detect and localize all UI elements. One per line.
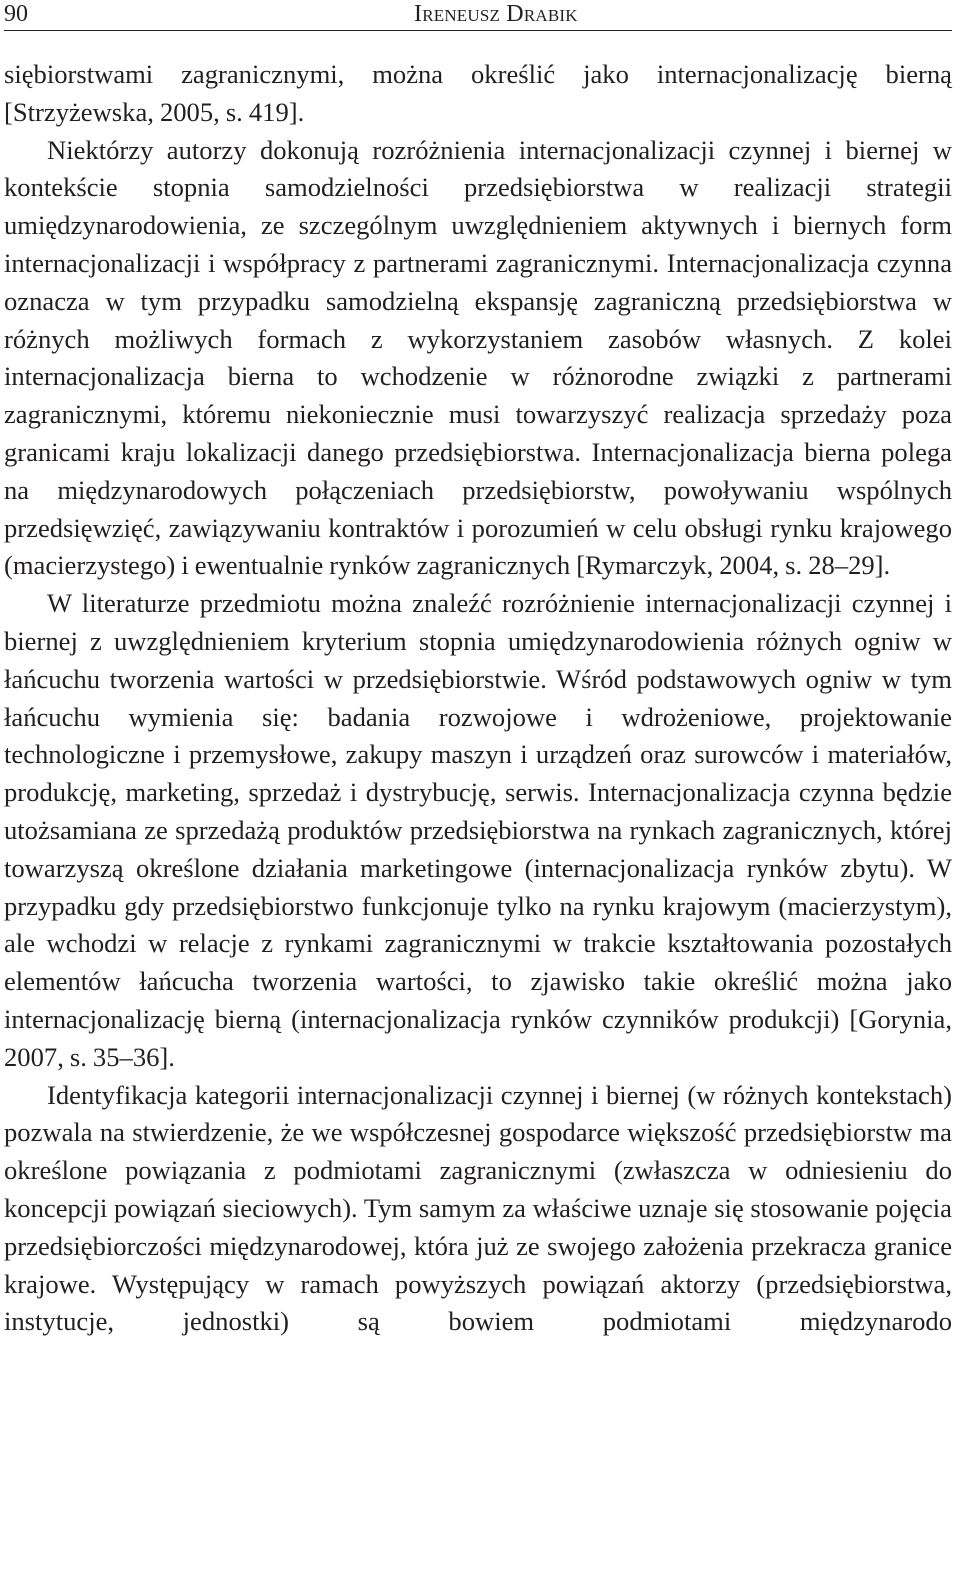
paragraph: Niektórzy autorzy dokonują rozróżnienia internacjonalizacji czynnej i biernej w kontekście stopnia samodzielności przedsiębiorstwa w realizacji strategii umiędzynarodowienia, ze szczególnym uwzględnieniem aktywnych i biernych form internacjonalizacji i współpracy z partnerami zagranicznymi. Internacjonalizacja czynna oznacza w tym przypadku samodzielną ekspansję zagraniczną przedsiębiorstwa w różnych możliwych formach z wykorzystaniem zasobów własnych. Z kolei internacjonalizacja bierna to wchodzenie w różnorodne związki z partnerami zagranicznymi, któremu niekoniecznie musi towarzyszyć realizacja sprzedaży poza granicami kraju lokalizacji danego przedsiębiorstwa. Internacjonalizacja bierna polega na międzynarodowych połączeniach przedsiębiorstw, powoływaniu wspólnych przedsięwzięć, zawiązywaniu kontraktów i porozumień w celu obsługi rynku krajowego (macierzystego) i ewentualnie rynków zagranicznych [Rymarczyk, 2004, s. 28–29]. [4,134,952,581]
body-text [4,56,952,1341]
page-number: 90 [4,1,28,27]
paragraph: Identyfikacja kategorii internacjonalizacji czynnej i biernej (w różnych kontekstach) pozwala na stwierdzenie, że we współczesnej gospodarce większość przedsiębiorstw ma określone powiązania z podmiotami zagranicznymi (zwłaszcza w odniesieniu do koncepcji powiązań sieciowych). Tym samym za właściwe uznaje się stosowanie pojęcia przedsiębiorczości międzynarodowej, która już ze swojego założenia przekracza granice krajowe. Występujący w ramach powyższych powiązań aktorzy (przedsiębiorstwa, instytucje, jednostki) są bowiem podmiotami międzynarodo [4,1079,952,1337]
paragraph-continued: siębiorstwami zagranicznymi, można określić jako internacjonalizację bierną [Strzyżewska, 2005, s. 419]. [4,59,952,127]
running-head [4,0,952,31]
header-author: Ireneusz Drabik [414,1,578,27]
paragraph: W literaturze przedmiotu można znaleźć rozróżnienie internacjonalizacji czynnej i biernej z uwzględnieniem kryterium stopnia umiędzynarodowienia różnych ogniw w łańcuchu tworzenia wartości w przedsiębiorstwie. Wśród podstawowych ogniw w tym łańcuchu wymienia się: badania rozwojowe i wdrożeniowe, projektowanie technologiczne i przemysłowe, zakupy maszyn i urządzeń oraz surowców i materiałów, produkcję, marketing, sprzedaż i dystrybucję, serwis. Internacjonalizacja czynna będzie utożsamiana ze sprzedażą produktów przedsiębiorstwa na rynkach zagranicznych, której towarzyszą określone działania marketingowe (internacjonalizacja rynków zbytu). W przypadku gdy przedsiębiorstwo funkcjonuje tylko na rynku krajowym (macierzystym), ale wchodzi w relacje z rynkami zagranicznymi w trakcie kształtowania pozostałych elementów łańcucha tworzenia wartości, to zjawisko takie określić można jako internacjonalizację bierną (internacjonalizacja rynków czynników produkcji) [Gorynia, 2007, s. 35–36]. [4,588,952,1072]
